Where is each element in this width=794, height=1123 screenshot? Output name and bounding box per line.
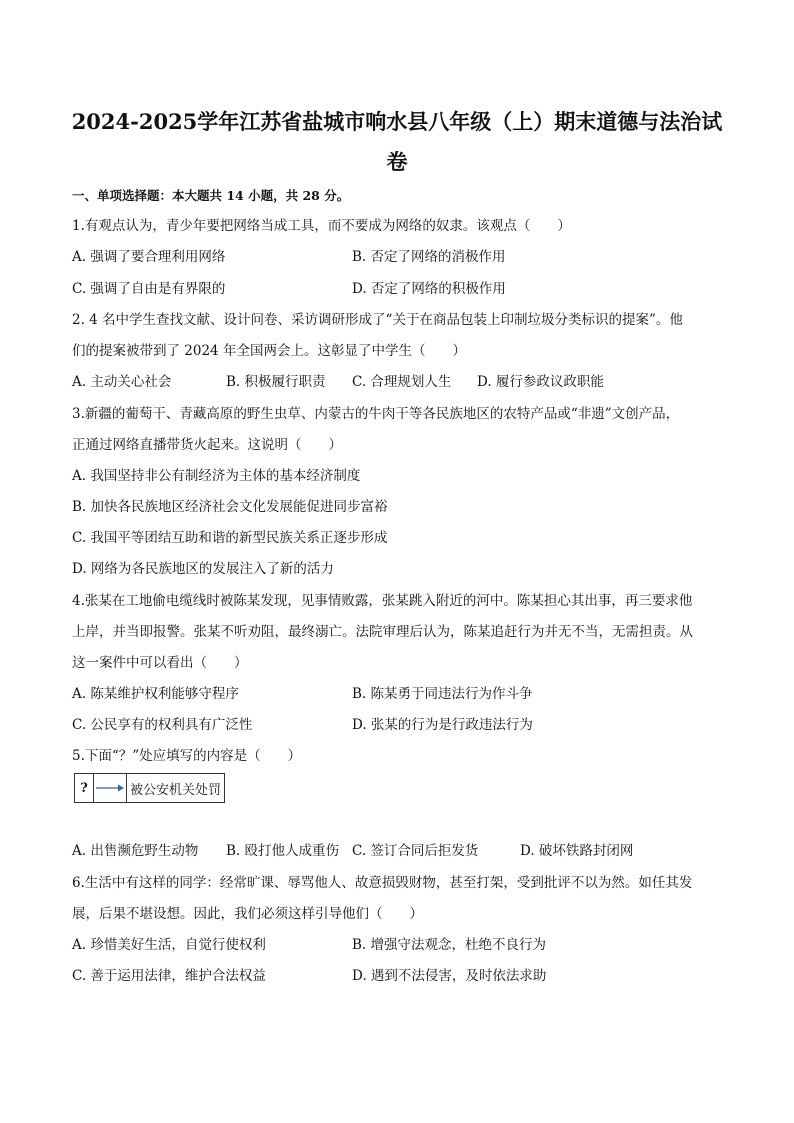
q6-option-a: A. 珍惜美好生活，自觉行使权利: [72, 937, 266, 953]
q4-stem-line-2: 上岸，并当即报警。张某不听劝阻，最终溺亡。法院审理后认为，陈某追赶行为并无不当，无需担责。从: [72, 624, 693, 640]
q5-flow-diagram: [74, 773, 225, 803]
q1-option-a: A. 强调了要合理利用网络: [72, 249, 226, 265]
q2-option-c: C. 合理规划人生: [352, 374, 452, 390]
q6-stem-line-2: 展，后果不堪设想。因此，我们必须这样引导他们（ ）: [72, 906, 423, 922]
q5-option-b: B. 殴打他人成重伤: [226, 843, 340, 859]
q1-option-b: B. 否定了网络的消极作用: [352, 249, 506, 265]
q2-stem-line-2: 们的提案被带到了 2024 年全国两会上。这彰显了中学生（ ）: [72, 343, 466, 359]
q4-option-b: B. 陈某勇于同违法行为作斗争: [352, 686, 533, 702]
q6-option-b: B. 增强守法观念，杜绝不良行为: [352, 937, 547, 953]
q2-option-d: D. 履行参政议政职能: [477, 374, 604, 390]
arrow-right-icon: [94, 774, 127, 802]
q4-option-c: C. 公民享有的权利具有广泛性: [72, 717, 253, 733]
q4-stem-line-1: 4.张某在工地偷电缆线时被陈某发现，见事情败露，张某跳入附近的河中。陈某担心其出事，再三要求他: [72, 593, 693, 609]
q5-option-d: D. 破坏铁路封闭网: [520, 843, 634, 859]
q3-stem-line-2: 正通过网络直播带货火起来。这说明（ ）: [72, 437, 342, 453]
q6-stem-line-1: 6.生活中有这样的同学：经常旷课、辱骂他人、故意损毁财物，甚至打架，受到批评不以为然。如任其发: [72, 875, 693, 891]
exam-title: [70, 102, 724, 182]
title-line-2: 卷: [386, 149, 408, 174]
flow-question-mark: ?: [75, 774, 94, 802]
q3-option-c: C. 我国平等团结互助和谐的新型民族关系正逐步形成: [72, 530, 388, 546]
q2-option-b: B. 积极履行职责: [226, 374, 326, 390]
q1-option-d: D. 否定了网络的积极作用: [352, 281, 506, 297]
q3-option-a: A. 我国坚持非公有制经济为主体的基本经济制度: [72, 468, 361, 484]
q3-stem-line-1: 3.新疆的葡萄干、青藏高原的野生虫草、内蒙古的牛肉干等各民族地区的农特产品或“非遗”文创产品，: [72, 406, 680, 422]
flow-result-text: 被公安机关处罚: [130, 782, 222, 798]
q1-stem: 1.有观点认为，青少年要把网络当成工具，而不要成为网络的奴隶。该观点（ ）: [72, 218, 571, 234]
q4-option-d: D. 张某的行为是行政违法行为: [352, 717, 533, 733]
section-header: 一、单项选择题：本大题共 14 小题，共 28 分。: [72, 188, 350, 203]
q3-option-d: D. 网络为各民族地区的发展注入了新的活力: [72, 561, 334, 577]
q2-option-a: A. 主动关心社会: [72, 374, 172, 390]
q4-option-a: A. 陈某维护权利能够守程序: [72, 686, 239, 702]
q5-option-c: C. 签订合同后拒发货: [352, 843, 479, 859]
q5-stem: 5.下面“？”处应填写的内容是（ ）: [72, 748, 302, 764]
q5-option-a: A. 出售濒危野生动物: [72, 843, 199, 859]
q4-stem-line-3: 这一案件中可以看出（ ）: [72, 655, 248, 671]
q1-option-c: C. 强调了自由是有界限的: [72, 281, 226, 297]
q3-option-b: B. 加快各民族地区经济社会文化发展能促进同步富裕: [72, 499, 388, 515]
q6-option-c: C. 善于运用法律，维护合法权益: [72, 968, 266, 984]
q6-option-d: D. 遇到不法侵害，及时依法求助: [352, 968, 547, 984]
q2-stem-line-1: 2. 4 名中学生查找文献、设计问卷、采访调研形成了“关于在商品包装上印制垃圾分类标识的提案”。他: [72, 312, 683, 328]
title-line-1: 2024-2025学年江苏省盐城市响水县八年级（上）期末道德与法治试: [71, 109, 723, 134]
